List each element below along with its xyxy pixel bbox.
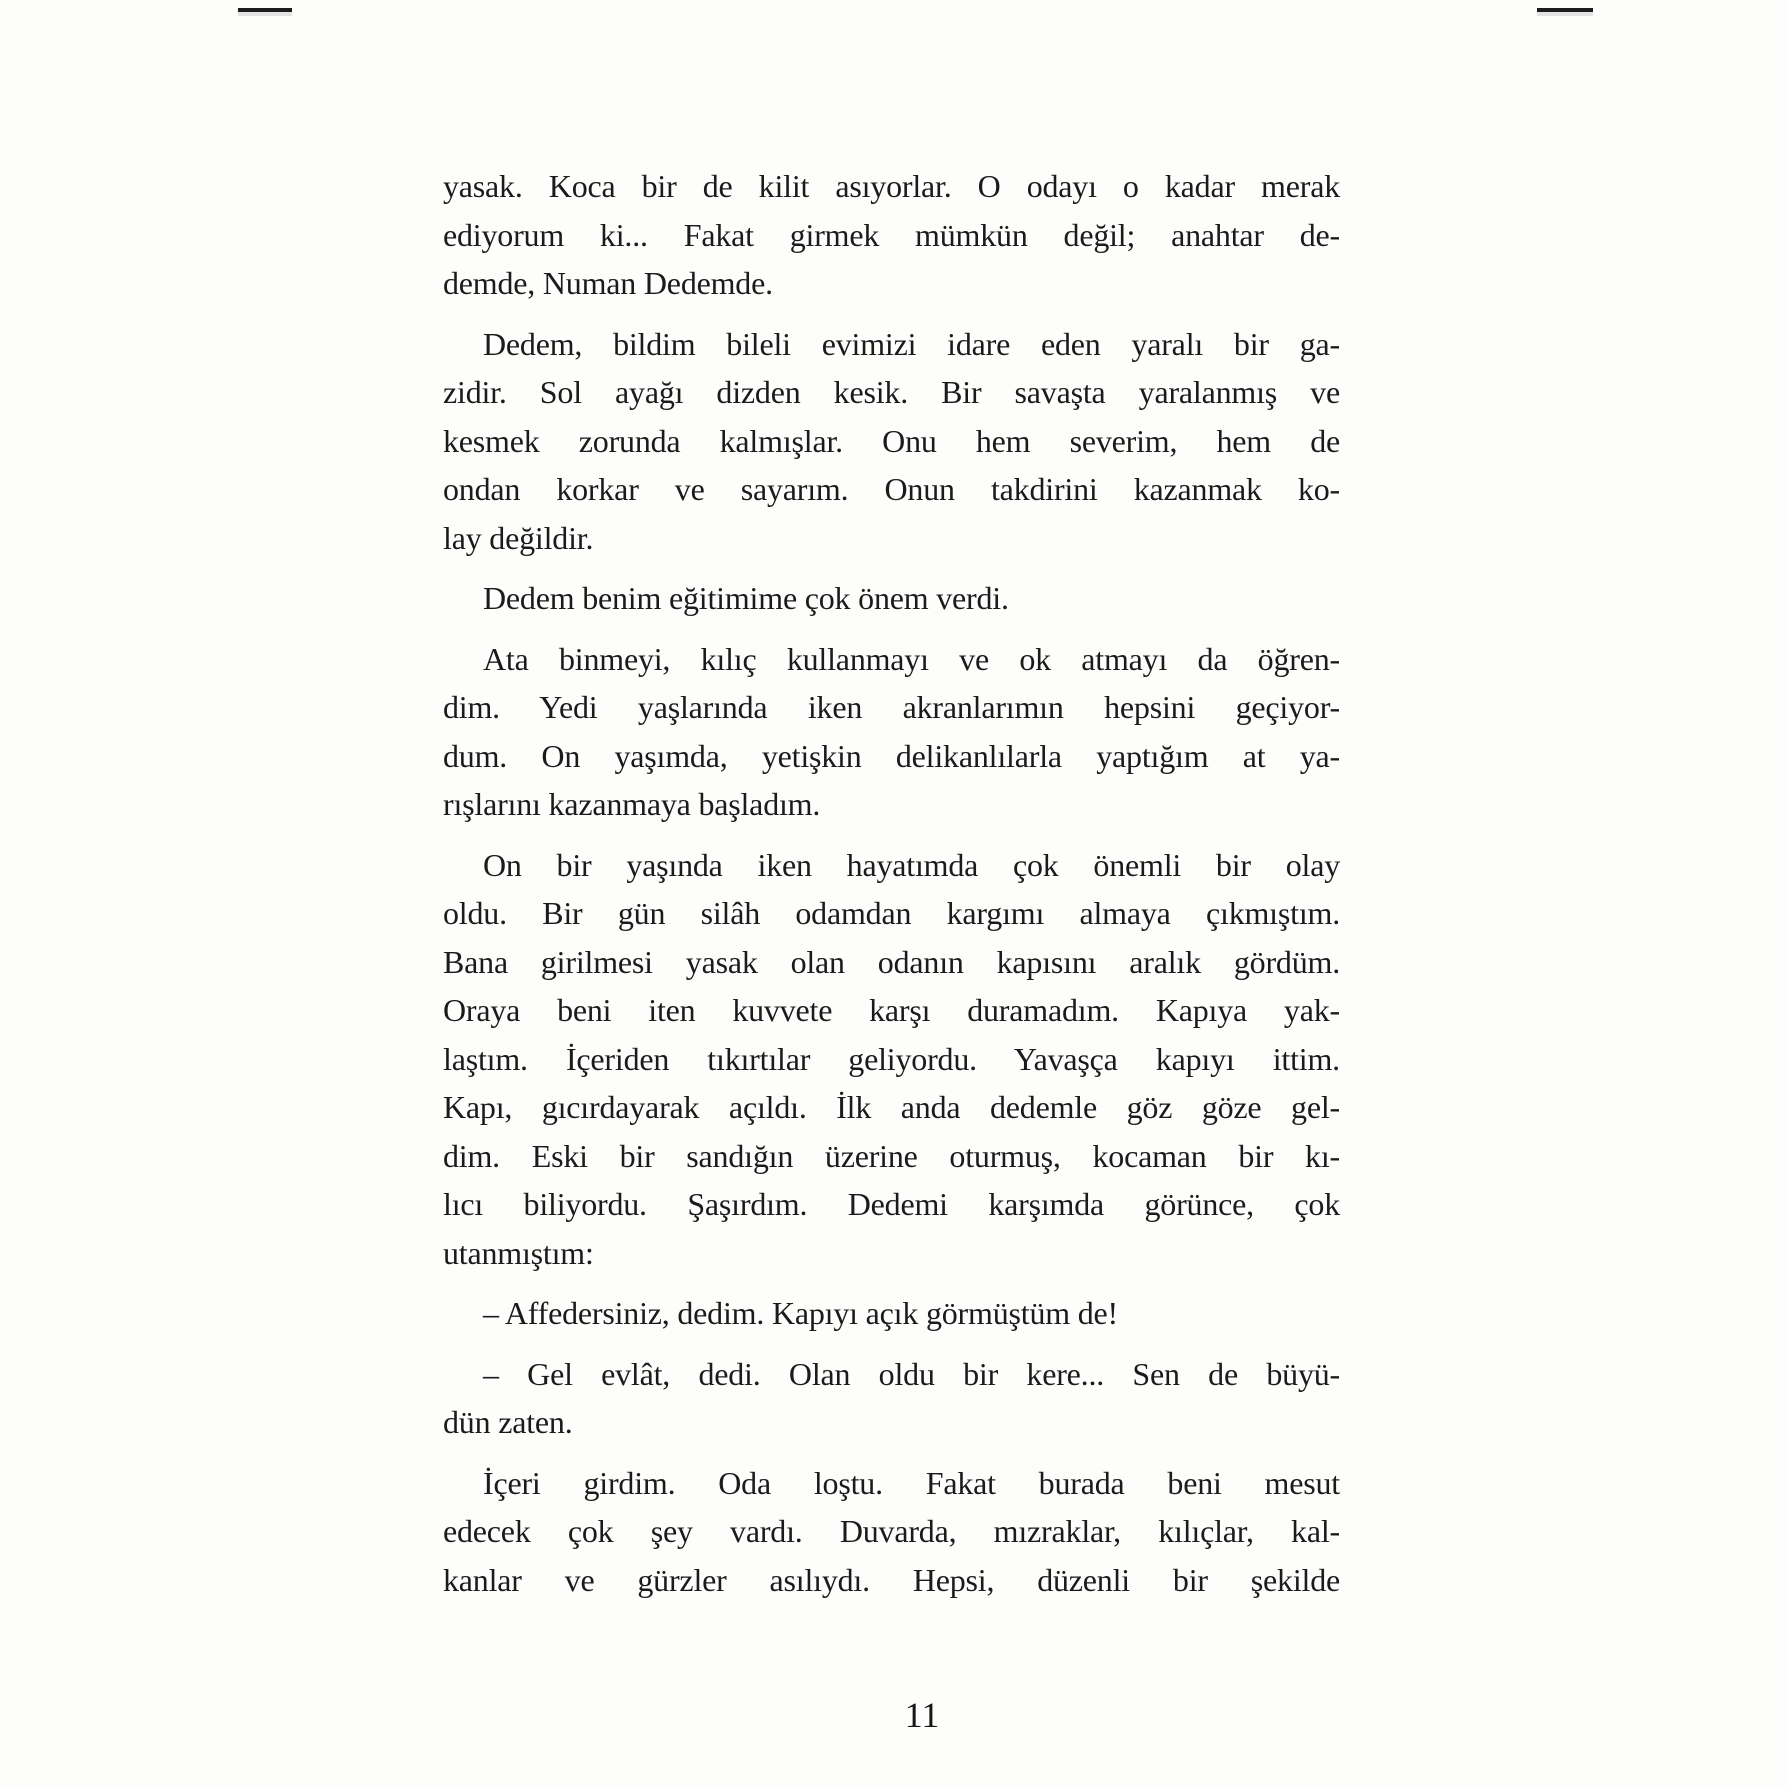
body-text (443, 162, 1340, 1604)
text-line: Oraya beni iten kuvvete karşı duramadım. Kapıya yak- (443, 992, 1340, 1028)
text-line: oldu. Bir gün silâh odamdan kargımı almaya çıkmıştım. (443, 895, 1340, 931)
paragraph (443, 841, 1340, 1278)
paragraph (443, 162, 1340, 308)
paragraph (443, 574, 1340, 623)
text-line: demde, Numan Dedemde. (443, 265, 773, 301)
page-number: 11 (904, 1695, 940, 1735)
text-line: kesmek zorunda kalmışlar. Onu hem severim, hem de (443, 422, 1340, 459)
text-line: utanmıştım: (443, 1234, 594, 1271)
text-line: rışlarını kazanmaya başladım. (443, 786, 821, 822)
paragraph (443, 320, 1340, 563)
text-line: On bir yaşında iken hayatımda çok önemli bir olay (483, 846, 1340, 883)
paragraph (443, 1459, 1340, 1605)
text-line: ondan korkar ve sayarım. Onun takdirini kazanmak ko- (443, 471, 1340, 507)
text-line: dim. Eski bir sandığın üzerine oturmuş, kocaman bir kı- (443, 1137, 1340, 1174)
text-line: kanlar ve gürzler asılıydı. Hepsi, düzenli bir şekilde (443, 1561, 1340, 1598)
paragraph (443, 1350, 1340, 1447)
text-line: yasak. Koca bir de kilit asıyorlar. O odayı o kadar merak (443, 168, 1340, 204)
text-line: laştım. İçeriden tıkırtılar geliyordu. Yavaşça kapıyı ittim. (443, 1040, 1340, 1077)
text-line: edecek çok şey vardı. Duvarda, mızraklar, kılıçlar, kal- (443, 1513, 1340, 1549)
text-line: dim. Yedi yaşlarında iken akranlarımın hepsini geçiyor- (443, 689, 1340, 725)
top-right-mark (1537, 8, 1593, 12)
text-line: Bana girilmesi yasak olan odanın kapısını aralık gördüm. (443, 943, 1340, 980)
text-line: zidir. Sol ayağı dizden kesik. Bir savaşta yaralanmış ve (443, 374, 1340, 410)
text-line: lıcı biliyordu. Şaşırdım. Dedemi karşımda görünce, çok (443, 1186, 1340, 1222)
text-line: Dedem benim eğitimime çok önem verdi. (483, 580, 1009, 616)
paragraph (443, 635, 1340, 829)
paragraph (443, 1289, 1340, 1338)
top-left-mark (238, 8, 292, 12)
text-line: Dedem, bildim bileli evimizi idare eden yaralı bir ga- (483, 325, 1340, 362)
text-line: İçeri girdim. Oda loştu. Fakat burada beni mesut (483, 1464, 1340, 1501)
text-line: – Gel evlât, dedi. Olan oldu bir kere... Sen de büyü- (483, 1355, 1340, 1392)
text-line: dün zaten. (443, 1404, 573, 1440)
text-line: Kapı, gıcırdayarak açıldı. İlk anda dedemle göz göze gel- (443, 1089, 1340, 1125)
text-line: ediyorum ki... Fakat girmek mümkün değil; anahtar de- (443, 216, 1340, 253)
text-line: – Affedersiniz, dedim. Kapıyı açık görmüştüm de! (483, 1295, 1118, 1331)
text-line: Ata binmeyi, kılıç kullanmayı ve ok atmayı da öğren- (483, 640, 1340, 677)
text-line: dum. On yaşımda, yetişkin delikanlılarla yaptığım at ya- (443, 737, 1340, 774)
text-line: lay değildir. (443, 519, 594, 556)
